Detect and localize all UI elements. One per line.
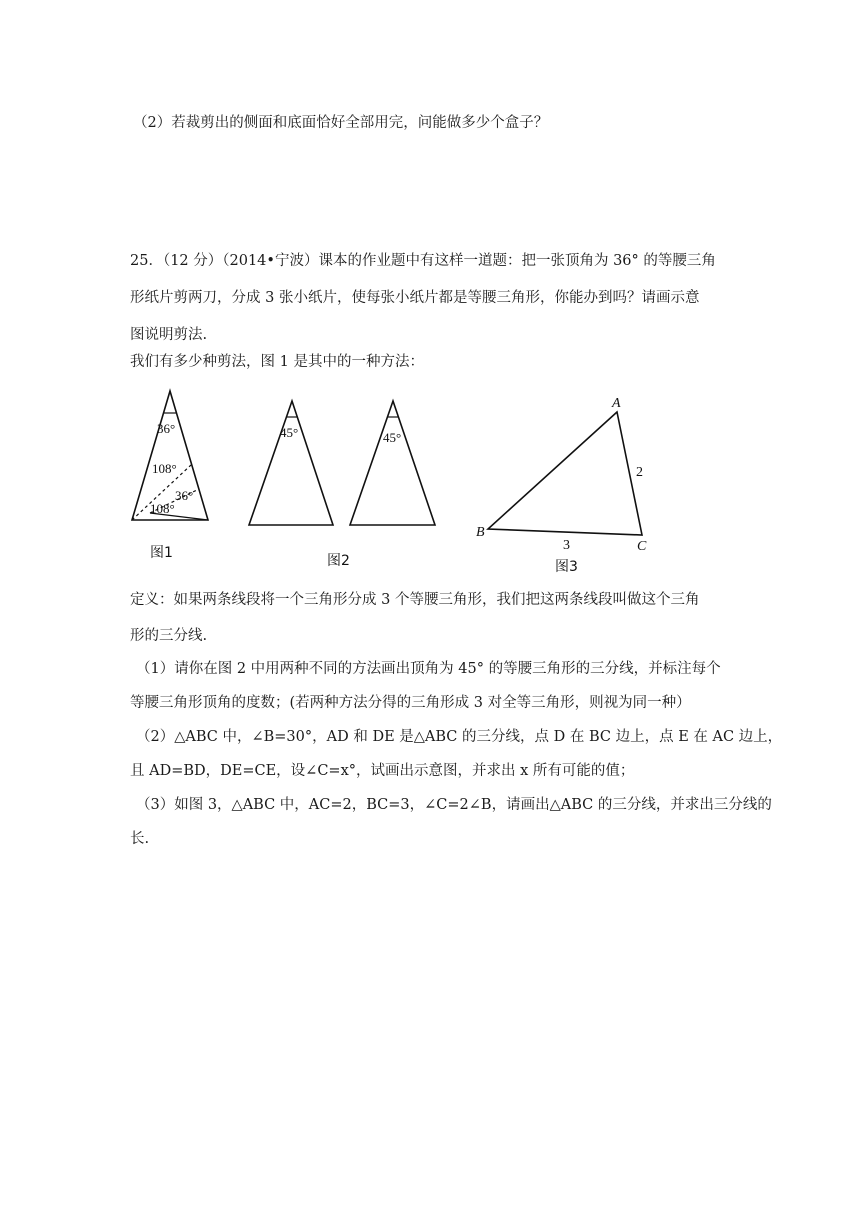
fig2-caption: 图2 [327, 553, 350, 569]
fig1-angle-top: 36° [157, 421, 176, 436]
fig3-side-ac: 2 [636, 465, 643, 480]
definition-line2: 形的三分线. [130, 628, 208, 644]
figure-2-left-triangle [249, 401, 333, 525]
q25-line2: 形纸片剪两刀，分成 3 张小纸片，使每张小纸片都是等腰三角形，你能办到吗？请画示意 [130, 290, 700, 306]
part2-line2: 且 AD=BD，DE=CE，设∠C=x°，试画出示意图，并求出 x 所有可能的值； [130, 763, 635, 779]
fig3-label-b: B [476, 525, 485, 540]
figure-2-right-triangle [350, 401, 435, 525]
q24-part2: （2）若裁剪出的侧面和底面恰好全部用完，问能做多少个盒子？ [133, 115, 549, 131]
fig3-label-a: A [612, 396, 621, 411]
figures-area [0, 385, 865, 585]
figure-3 [488, 412, 642, 535]
fig3-label-c: C [637, 539, 647, 554]
fig3-caption: 图3 [555, 559, 578, 575]
part3-line2: 长. [130, 831, 150, 847]
fig2-angle-right: 45° [383, 430, 402, 445]
part2-line1: （2）△ABC 中，∠B=30°，AD 和 DE 是△ABC 的三分线，点 D 在 BC 边上，点 E 在 AC 边上， [136, 729, 783, 745]
part1-line2: 等腰三角形顶角的度数；(若两种方法分得的三角形成 3 对全等三角形，则视为同一种） [130, 695, 691, 711]
fig1-angle-bottom: 108° [150, 501, 175, 516]
fig1-angle-right: 36° [175, 488, 194, 503]
part1-line1: （1）请你在图 2 中用两种不同的方法画出顶角为 45° 的等腰三角形的三分线，并标注每个 [136, 661, 721, 677]
q25-line3: 图说明剪法. [130, 327, 208, 343]
definition-line1: 定义：如果两条线段将一个三角形分成 3 个等腰三角形，我们把这两条线段叫做这个三角 [130, 592, 700, 608]
fig1-angle-mid: 108° [152, 461, 177, 476]
part3-line1: （3）如图 3，△ABC 中，AC=2，BC=3，∠C=2∠B，请画出△ABC 的三分线，并求出三分线的 [136, 797, 772, 813]
fig3-side-bc: 3 [563, 538, 570, 553]
q25-line4: 我们有多少种剪法，图 1 是其中的一种方法： [130, 354, 424, 370]
fig2-angle-left: 45° [280, 425, 299, 440]
q25-line1: 25．（12 分）（2014•宁波）课本的作业题中有这样一道题：把一张顶角为 36° 的等腰三角 [130, 253, 716, 269]
fig1-caption: 图1 [150, 545, 173, 561]
